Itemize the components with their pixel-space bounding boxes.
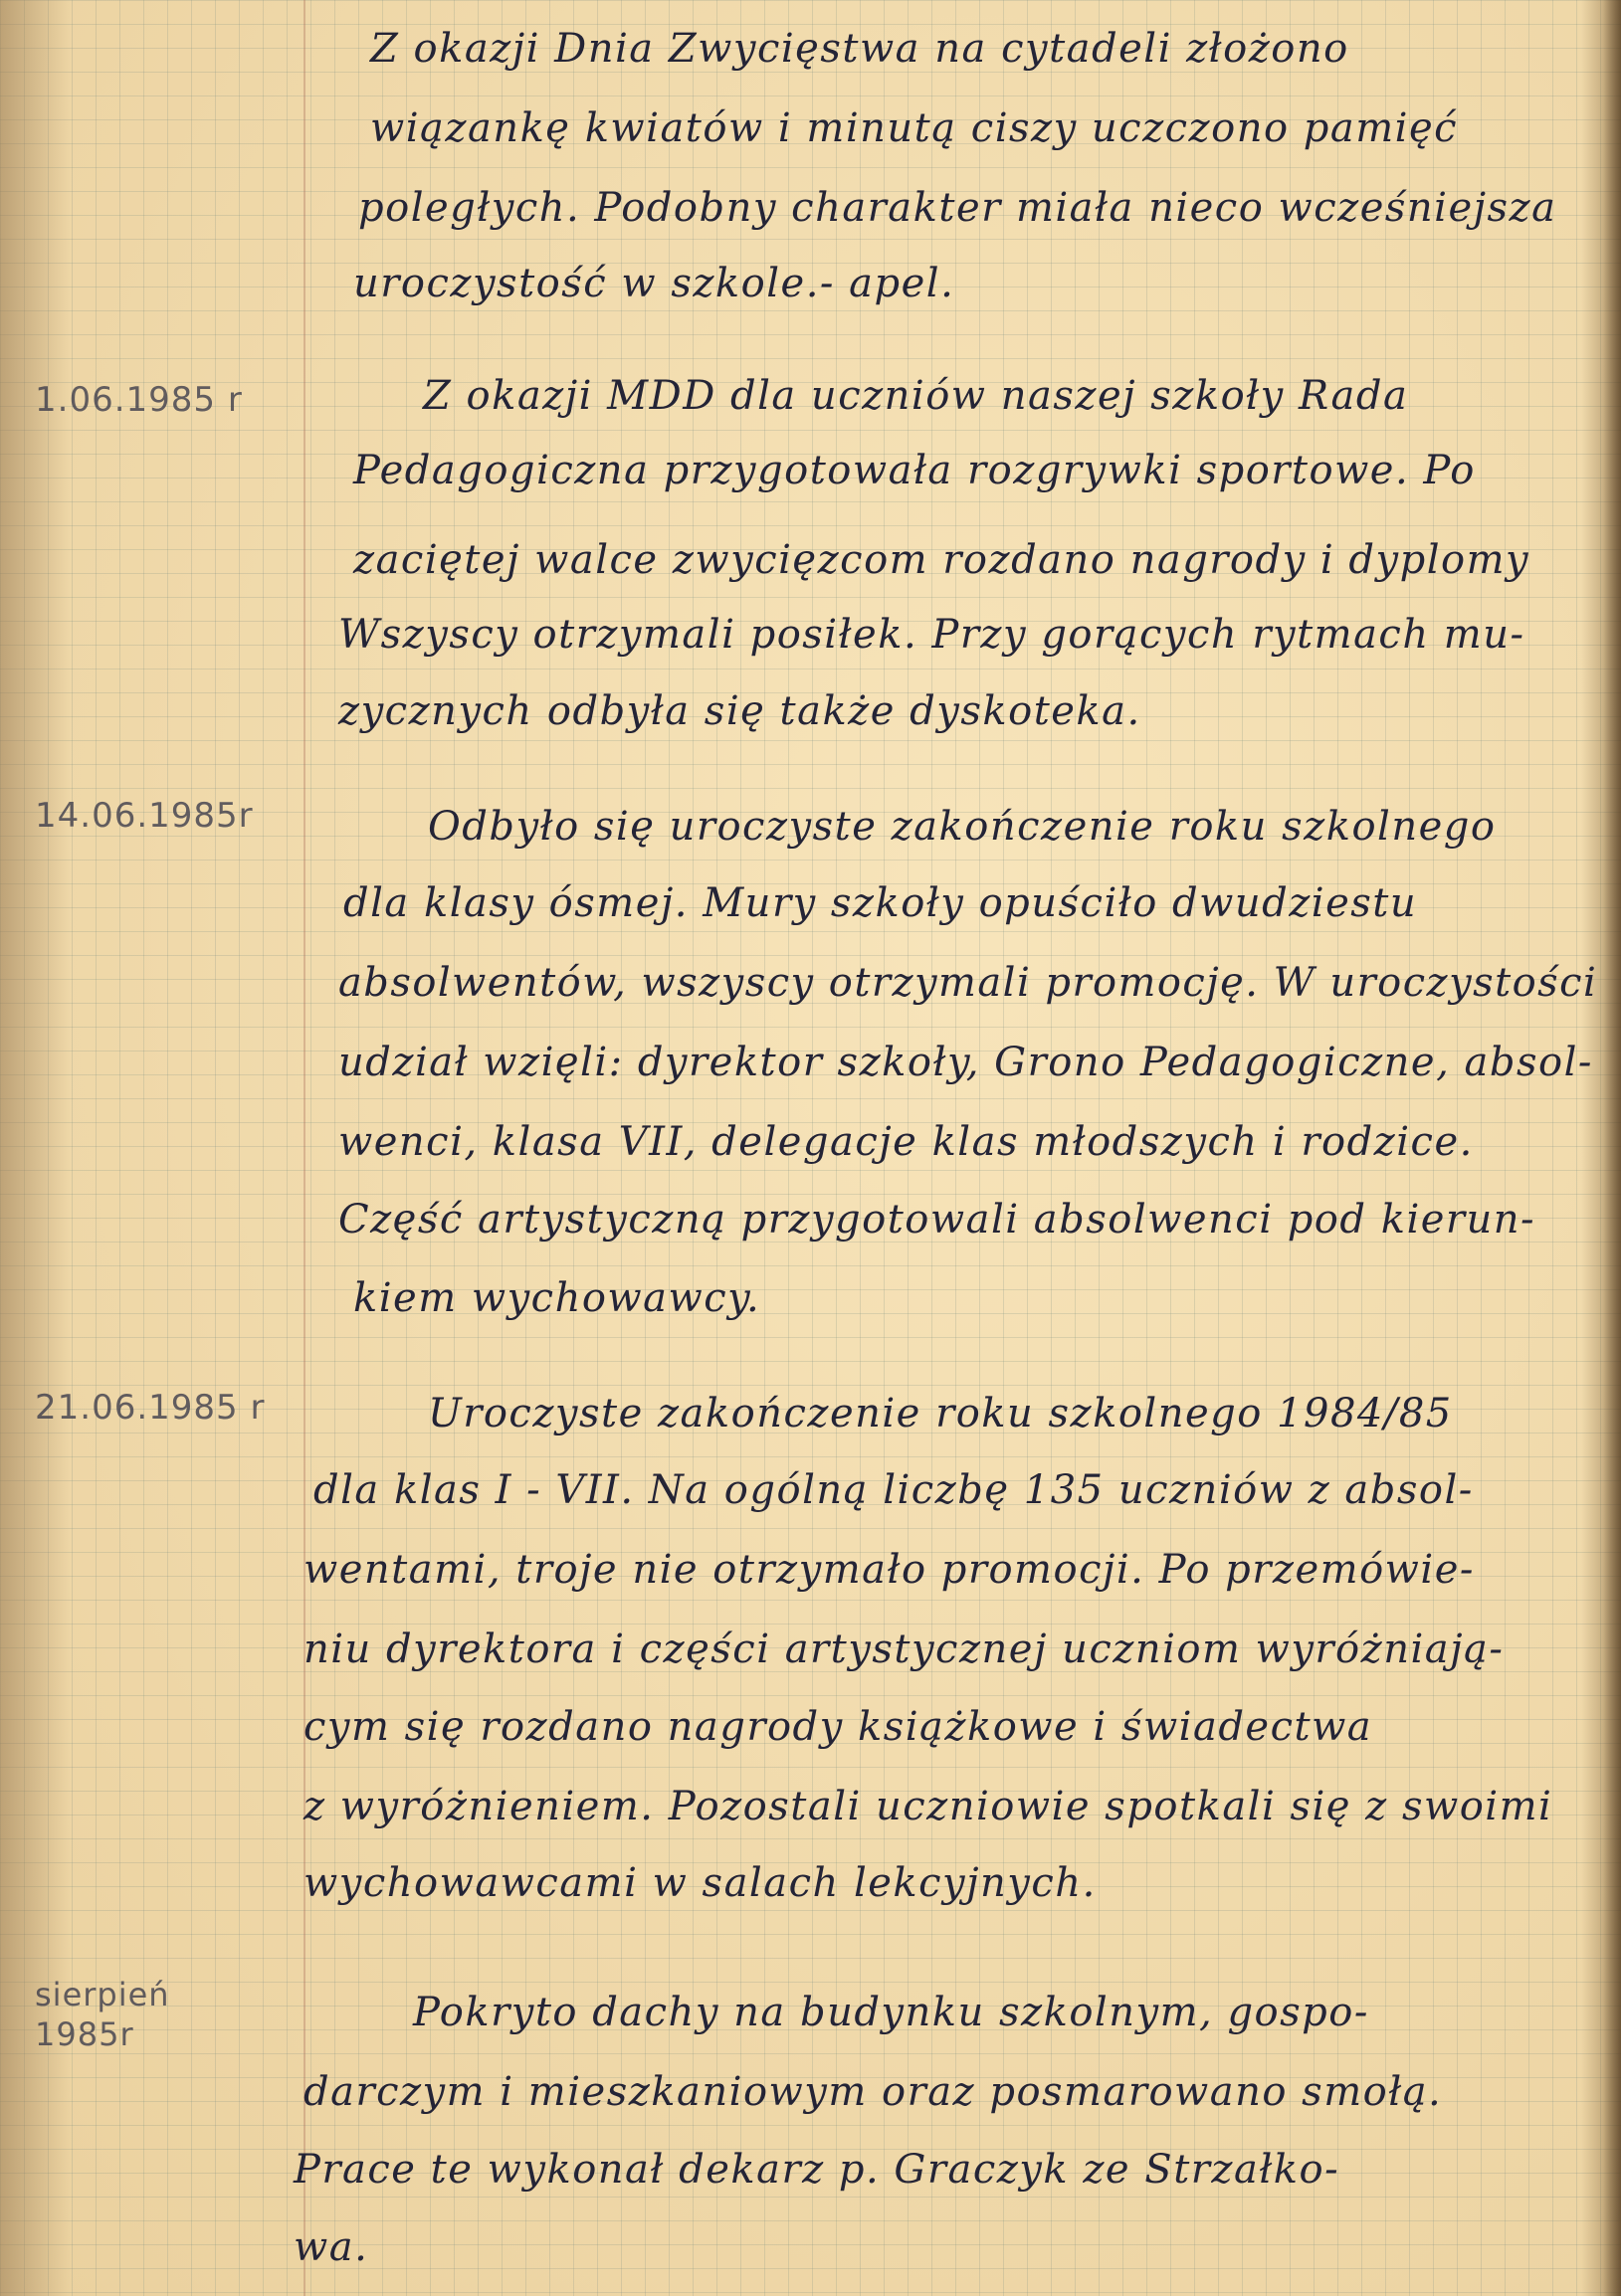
entry-4-line-3: wa. <box>294 2224 369 2270</box>
entry-3-line-5: z wyróżnieniem. Pozostali uczniowie spotkali się z swoimi <box>304 1784 1553 1829</box>
entry-4-date <box>35 1975 170 2054</box>
entry-1-date: 1.06.1985 r <box>35 380 243 420</box>
entry-3-line-4: cym się rozdano nagrody książkowe i świadectwa <box>304 1704 1373 1750</box>
entry-4-line-1: darczym i mieszkaniowym oraz posmarowano smołą. <box>304 2069 1443 2115</box>
entry-2-line-3: udział wzięli: dyrektor szkoły, Grono Pedagogiczne, absol- <box>338 1040 1593 1085</box>
entry-1-line-2: zaciętej walce zwycięzcom rozdano nagrody i dyplomy <box>353 537 1530 583</box>
entry-2-line-4: wenci, klasa VII, delegacje klas młodszych i rodzice. <box>338 1119 1474 1165</box>
entry-1-line-0: Z okazji MDD dla uczniów naszej szkoły Rada <box>423 373 1409 419</box>
entry-4-line-0: Pokryto dachy na budynku szkolnym, gospo- <box>413 1990 1369 2035</box>
entry-0-line-2: poległych. Podobny charakter miała nieco wcześniejsza <box>358 185 1557 231</box>
entry-3-date: 21.06.1985 r <box>35 1388 266 1428</box>
page-edge-shadow <box>1603 0 1621 2296</box>
entry-2-line-1: dla klasy ósmej. Mury szkoły opuściło dwudziestu <box>343 880 1418 926</box>
entry-4-date-month: sierpień <box>35 1976 170 2013</box>
entry-2-line-2: absolwentów, wszyscy otrzymali promocję. W uroczystości <box>338 960 1598 1006</box>
entry-0-line-1: wiązankę kwiatów i minutą ciszy uczczono pamięć <box>370 105 1459 151</box>
entry-1-line-4: zycznych odbyła się także dyskoteka. <box>338 688 1141 734</box>
entry-3-line-0: Uroczyste zakończenie roku szkolnego 1984/85 <box>428 1391 1453 1436</box>
entry-1-line-1: Pedagogiczna przygotowała rozgrywki sportowe. Po <box>353 448 1476 493</box>
entry-1-line-3: Wszyscy otrzymali posiłek. Przy gorących rytmach mu- <box>338 612 1525 658</box>
margin-line <box>304 0 305 2296</box>
entry-2-line-5: Część artystyczną przygotowali absolwenci pod kierun- <box>338 1197 1536 1243</box>
entry-3-line-1: dla klas I - VII. Na ogólną liczbę 135 uczniów z absol- <box>313 1467 1474 1513</box>
entry-3-line-3: niu dyrektora i części artystycznej uczniom wyróżniają- <box>304 1626 1505 1672</box>
entry-4-line-2: Prace te wykonał dekarz p. Graczyk ze Strzałko- <box>294 2147 1340 2193</box>
entry-4-date-year: 1985r <box>35 2015 134 2053</box>
entry-2-line-6: kiem wychowawcy. <box>353 1275 761 1321</box>
entry-2-line-0: Odbyło się uroczyste zakończenie roku szkolnego <box>428 804 1497 850</box>
entry-3-line-6: wychowawcami w salach lekcyjnych. <box>304 1860 1097 1906</box>
entry-0-line-3: uroczystość w szkole.- apel. <box>353 261 955 306</box>
entry-3-line-2: wentami, troje nie otrzymało promocji. Po przemówie- <box>304 1547 1475 1593</box>
entry-2-date: 14.06.1985r <box>35 796 254 836</box>
entry-0-line-0: Z okazji Dnia Zwycięstwa na cytadeli złożono <box>370 26 1349 72</box>
